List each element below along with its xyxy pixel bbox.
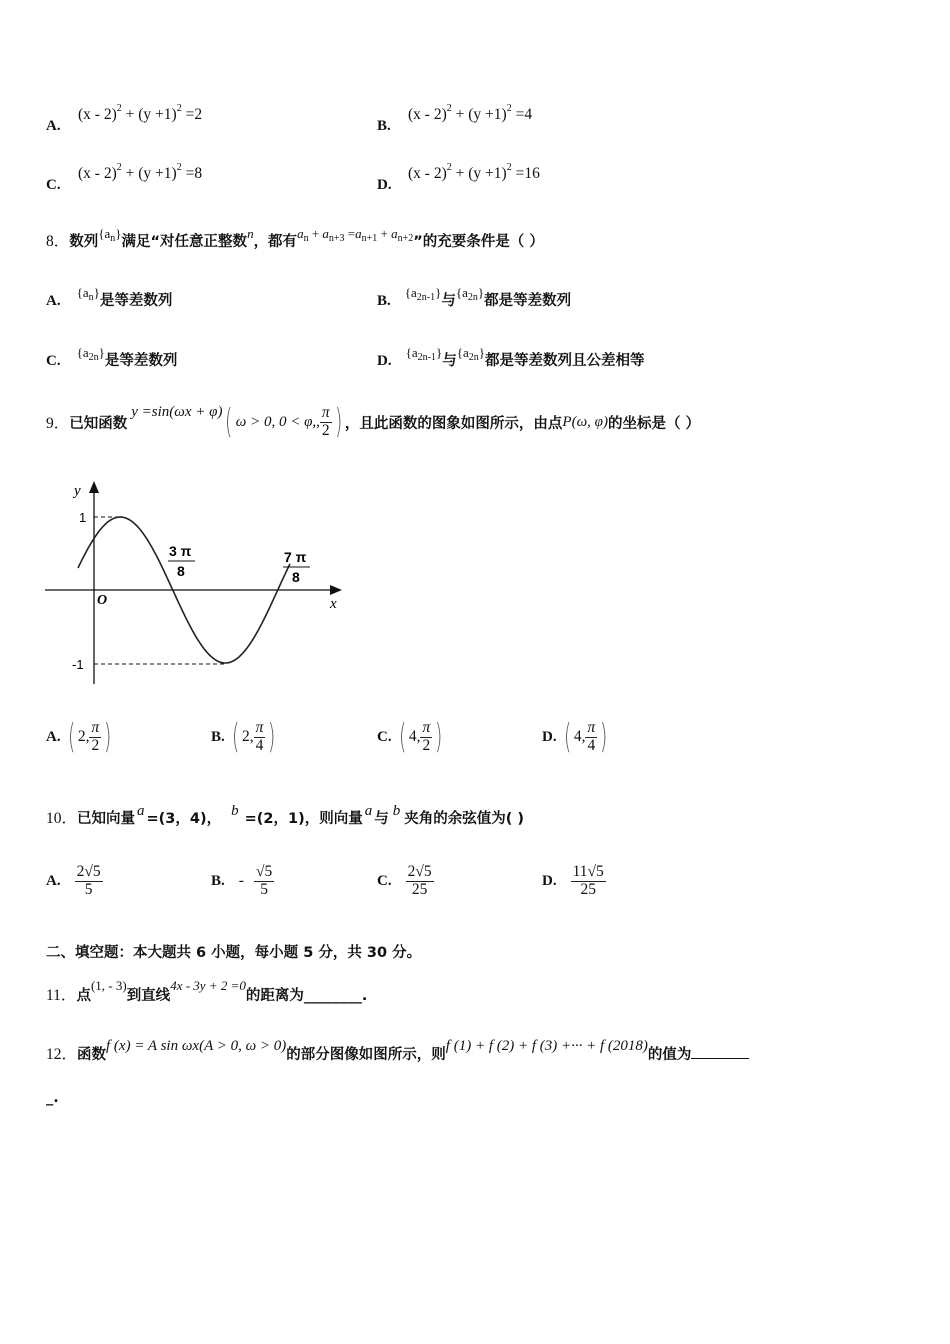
stem-text: 的坐标是（ ） — [607, 415, 701, 432]
question-number: 9． — [46, 415, 70, 432]
stem-text: ，都有 — [253, 234, 298, 250]
option-text: 都是等差数列 — [484, 293, 572, 309]
stem-text: 的值为 — [647, 1047, 692, 1063]
option-text: 是等差数列 — [104, 353, 178, 369]
option-value: 4, — [573, 728, 586, 745]
sequence-a2n: $\{a_{2n}\}$ — [76, 345, 105, 363]
var-n: n — [247, 226, 254, 241]
option-label: A. — [46, 728, 61, 745]
option-fraction: $\frac{\pi}{4}$ — [587, 719, 596, 754]
question-number: 8． — [46, 233, 70, 250]
question-number: 11． — [46, 987, 77, 1004]
y-tick-minus-1: -1 — [72, 657, 84, 672]
q10-option-d[interactable] — [542, 856, 606, 906]
q10-stem — [46, 803, 524, 828]
vector-b: b — [231, 803, 239, 819]
option-label: B. — [377, 293, 391, 309]
left-paren: ( — [398, 717, 406, 757]
sequence-a2n-1: $\{a_{2n-1}\}$ — [405, 345, 443, 363]
stem-text: 夹角的余弦值为( ) — [404, 811, 525, 827]
option-label: C. — [377, 728, 392, 745]
option-text: 都是等差数列且公差相等 — [484, 353, 645, 369]
q8-stem — [46, 226, 544, 251]
stem-text: 点 — [76, 988, 91, 1004]
q9-sine-graph — [40, 478, 350, 688]
point-p: P(ω, φ) — [562, 413, 608, 430]
q10-option-c[interactable] — [377, 856, 434, 906]
pi-over-2: $\frac{\pi}{2}$ — [321, 404, 330, 439]
answer-blank[interactable] — [691, 1058, 749, 1059]
plus: + — [451, 106, 469, 123]
x-axis-label: x — [330, 596, 337, 612]
option-label: C. — [46, 177, 61, 193]
option-label: B. — [211, 728, 225, 745]
y-axis-label: y — [74, 483, 81, 499]
q9-option-d[interactable] — [542, 712, 611, 762]
stem-text: 与 — [374, 811, 389, 827]
x-tick-3pi-8-den: 8 — [177, 563, 185, 579]
vector-b: b — [392, 803, 401, 819]
sequence-an: $\{a_n\}$ — [98, 226, 122, 244]
option-fraction: $\frac{11√5}{25}$ — [572, 863, 604, 898]
option-label: A. — [46, 118, 61, 134]
equals: = — [181, 106, 195, 123]
condition: ω > 0, 0 < φ,, — [235, 413, 320, 430]
exponent: 2 — [506, 162, 512, 173]
option-label: A. — [46, 293, 61, 309]
option-label: D. — [377, 177, 392, 193]
option-fraction: $\frac{2√5}{25}$ — [407, 863, 432, 898]
left-paren: ( — [225, 402, 233, 442]
option-label: B. — [211, 872, 225, 889]
exponent: 2 — [446, 103, 452, 114]
term-y: (y +1) — [468, 106, 507, 123]
stem-text: =(2，1)，则向量 — [244, 811, 363, 827]
section-heading: 二、填空题：本大题共 6 小题，每小题 5 分，共 30 分。 — [46, 945, 422, 961]
x-axis-arrow-icon — [330, 585, 342, 595]
q7-option-c-formula — [78, 162, 202, 183]
sum-expression: f (1) + f (2) + f (3) +··· + f (2018) — [445, 1038, 648, 1054]
q7-option-a-formula — [78, 103, 202, 124]
option-value: 2, — [77, 728, 90, 745]
stem-text: 已知函数 — [69, 415, 128, 432]
exponent: 2 — [506, 103, 512, 114]
option-label: C. — [377, 872, 392, 889]
equals: = — [181, 165, 195, 182]
recurrence-formula: $a_n + a_{n+3} =a_{n+1} + a_{n+2}$ — [297, 226, 414, 244]
radius-squared: 2 — [194, 106, 203, 123]
y-axis-arrow-icon — [89, 481, 99, 493]
radius-squared: 4 — [524, 106, 533, 123]
plus: + — [121, 165, 139, 182]
term-y: (y +1) — [468, 165, 507, 182]
option-value: 4, — [408, 728, 421, 745]
right-paren: ) — [104, 717, 112, 757]
q7-option-a[interactable] — [46, 116, 61, 135]
left-paren: ( — [231, 717, 240, 757]
x-tick-3pi-8-num: 3 π — [169, 543, 192, 559]
stem-text: 函数 — [77, 1047, 107, 1063]
option-fraction: $\frac{\pi}{4}$ — [255, 719, 264, 754]
plus: + — [121, 106, 139, 123]
right-paren: ) — [268, 717, 276, 757]
radius-squared: 8 — [194, 165, 203, 182]
x-tick-7pi-8-num: 7 π — [284, 549, 307, 565]
term-x: (x - 2) — [408, 106, 447, 123]
option-label: C. — [46, 353, 61, 369]
option-fraction: $\frac{\pi}{2}$ — [91, 719, 100, 754]
plus: + — [451, 165, 469, 182]
function-expression: f (x) = A sin ωx(A > 0, ω > 0) — [106, 1038, 287, 1054]
exponent: 2 — [176, 103, 182, 114]
stem-text: ，且此函数的图象如图所示，由点 — [344, 415, 563, 432]
exponent: 2 — [446, 162, 452, 173]
option-label: A. — [46, 872, 61, 889]
term-x: (x - 2) — [78, 106, 117, 123]
exponent: 2 — [176, 162, 182, 173]
sequence-a2n-1: $\{a_{2n-1}\}$ — [404, 285, 442, 303]
sequence-an: $\{a_n\}$ — [76, 285, 100, 303]
q11-stem — [46, 978, 367, 1005]
vector-a: a — [364, 803, 373, 819]
option-text: 是等差数列 — [99, 293, 173, 309]
equals: = — [511, 165, 525, 182]
left-paren: ( — [67, 717, 75, 757]
term-x: (x - 2) — [408, 165, 447, 182]
point-coords: (1, - 3) — [90, 978, 127, 993]
option-text: 与 — [442, 353, 457, 369]
stem-text: 已知向量 — [77, 811, 136, 827]
q9-option-c[interactable] — [377, 712, 446, 762]
stem-text: ”的充要条件是（ ） — [413, 234, 544, 250]
equals: = — [511, 106, 525, 123]
q10-option-a[interactable] — [46, 856, 103, 906]
stem-text: 的部分图像如图所示，则 — [286, 1047, 446, 1063]
q12-stem-continuation: _. — [46, 1090, 59, 1106]
stem-text: 满足“对任意正整数 — [121, 234, 248, 250]
q8-option-a[interactable] — [46, 285, 172, 310]
option-value: 2, — [242, 728, 254, 745]
q8-option-d[interactable] — [377, 345, 644, 370]
q7-option-c[interactable] — [46, 175, 61, 194]
term-x: (x - 2) — [78, 165, 117, 182]
question-number: 10． — [46, 810, 78, 827]
option-label: D. — [542, 728, 557, 745]
sequence-a2n: $\{a_{2n}\}$ — [455, 285, 485, 303]
origin-label: O — [97, 593, 108, 608]
x-tick-7pi-8-den: 8 — [292, 569, 300, 585]
question-number: 12． — [46, 1046, 78, 1063]
right-paren: ) — [334, 402, 342, 442]
option-fraction: $\frac{2√5}{5}$ — [76, 863, 101, 898]
q7-option-d[interactable] — [377, 175, 392, 194]
stem-text: 到直线 — [126, 988, 171, 1004]
option-label: D. — [377, 353, 392, 369]
option-sign: - — [238, 872, 244, 889]
q12-stem — [46, 1038, 749, 1064]
function-expression: y =sin(ωx + φ) — [131, 403, 223, 420]
term-y: (y +1) — [138, 106, 177, 123]
right-paren: ) — [435, 717, 443, 757]
q7-option-b[interactable] — [377, 116, 391, 135]
vector-a: a — [137, 803, 145, 819]
left-paren: ( — [563, 717, 571, 757]
line-equation: 4x - 3y + 2 =0 — [170, 978, 246, 993]
option-label: B. — [377, 118, 391, 134]
y-tick-1: 1 — [79, 510, 87, 525]
stem-text: 的距离为________. — [245, 988, 368, 1004]
option-fraction: $\frac{√5}{5}$ — [255, 863, 273, 898]
q7-option-b-formula — [408, 103, 532, 124]
q9-option-b[interactable] — [211, 712, 279, 762]
q7-option-d-formula — [408, 162, 540, 183]
term-y: (y +1) — [138, 165, 177, 182]
q9-stem — [46, 400, 700, 444]
radius-squared: 16 — [524, 165, 540, 182]
stem-text: =(3，4)， — [146, 811, 222, 827]
q9-option-a[interactable] — [46, 712, 115, 762]
sequence-a2n: $\{a_{2n}\}$ — [456, 345, 485, 363]
exponent: 2 — [116, 103, 122, 114]
stem-text: 数列 — [69, 234, 99, 250]
option-label: D. — [542, 872, 557, 889]
q10-option-b[interactable] — [211, 856, 274, 906]
q8-option-c[interactable] — [46, 345, 177, 370]
option-fraction: $\frac{\pi}{2}$ — [422, 719, 431, 754]
q8-option-b[interactable] — [377, 285, 571, 310]
exponent: 2 — [116, 162, 122, 173]
right-paren: ) — [600, 717, 608, 757]
option-text: 与 — [441, 293, 456, 309]
